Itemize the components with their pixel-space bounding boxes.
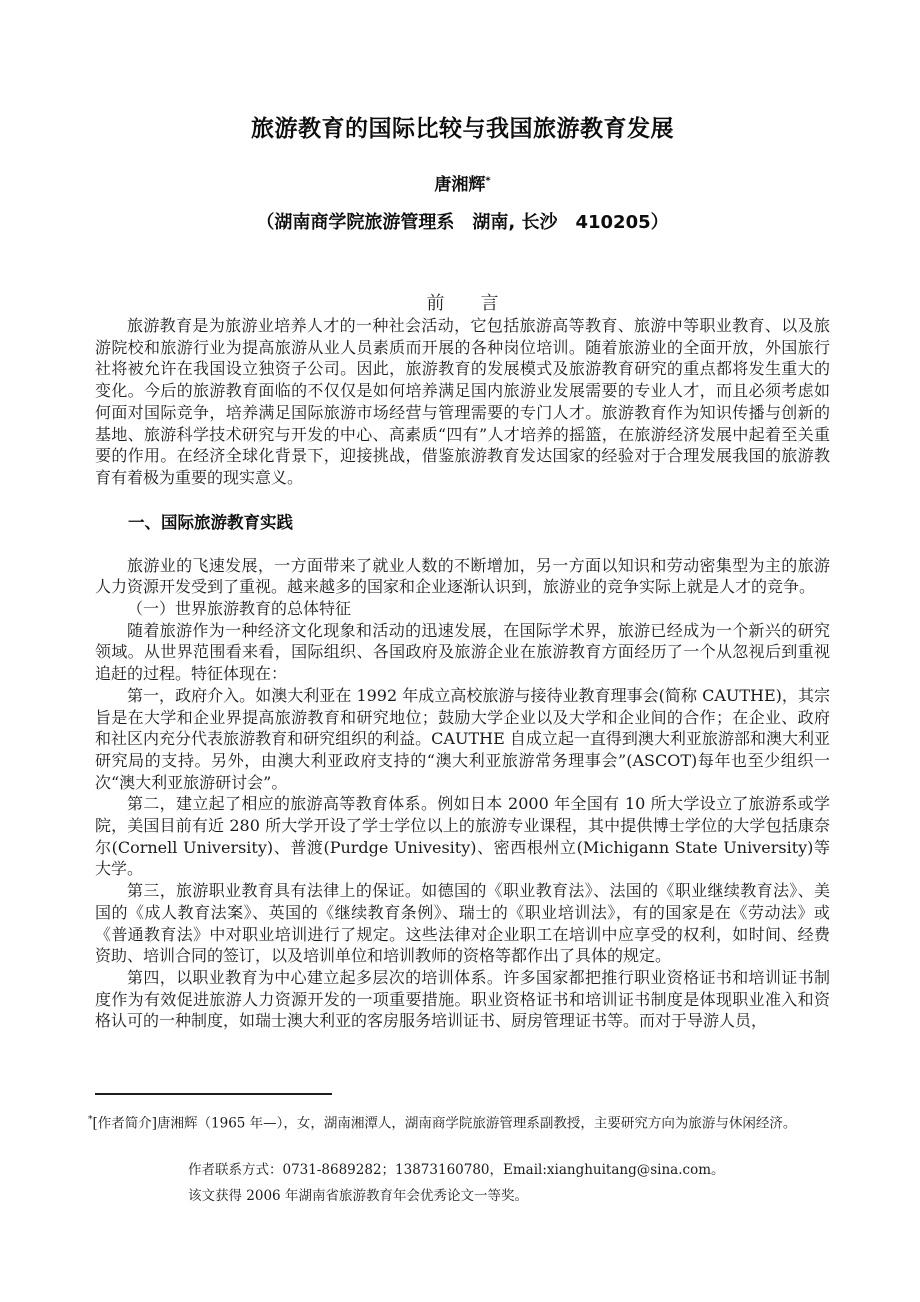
footnote-award: 该文获得 2006 年湖南省旅游教育年会优秀论文一等奖。 — [188, 1187, 528, 1204]
footnote-block — [88, 1093, 843, 1205]
author-footnote-marker: * — [485, 175, 491, 187]
section-one-heading: 一、国际旅游教育实践 — [128, 512, 293, 532]
affiliation-line: （湖南商学院旅游管理系 湖南, 长沙 410205） — [256, 212, 669, 233]
paragraph: 第四，以职业教育为中心建立起多层次的培训体系。许多国家都把推行职业资格证书和培训证书制度作为有效促进旅游人力资源开发的一项重要措施。职业资格证书和培训证书制度是体现职业准入和资格认可的一种制度，如瑞士澳大利亚的客房服务培训证书、厨房管理证书等。而对于导游人员， — [95, 967, 830, 1031]
document-body — [95, 0, 830, 1032]
subsection-heading: （一）世界旅游教育的总体特征 — [127, 599, 352, 619]
footnote-contact: 作者联系方式：0731-8689282；13873160780，Email:xianghuitang@sina.com。 — [188, 1161, 725, 1178]
paragraph: 第一，政府介入。如澳大利亚在 1992 年成立高校旅游与接待业教育理事会(简称 CAUTHE)，其宗旨是在大学和企业界提高旅游教育和研究地位；鼓励大学企业以及大学和企业间的合作；在企业、政府和社区内充分代表旅游教育和研究组织的利益。CAUTHE 自成立起一直得到澳大利亚旅游部和澳大利亚研究局的支持。另外，由澳大利亚政府支持的“澳大利亚旅游常务理事会”(ASCOT)每年也至少组织一次“澳大利亚旅游研讨会”。 — [95, 685, 830, 792]
author-line — [95, 170, 830, 195]
footnote-marker: * — [88, 1115, 93, 1125]
foreword-heading: 前 言 — [426, 293, 499, 314]
paragraph: 第二，建立起了相应的旅游高等教育体系。例如日本 2000 年全国有 10 所大学设立了旅游系或学院，美国目前有近 280 所大学开设了学士学位以上的旅游专业课程，其中提供博士学位的大学包括康奈尔(Cornell University)、普渡(Purdge Univesity)、密西根州立(Michigann State University)等大学。 — [95, 794, 830, 879]
foreword-paragraph: 旅游教育是为旅游业培养人才的一种社会活动，它包括旅游高等教育、旅游中等职业教育、以及旅游院校和旅游行业为提高旅游从业人员素质而开展的各种岗位培训。随着旅游业的全面开放，外国旅行社将被允许在我国设立独资子公司。因此，旅游教育的发展模式及旅游教育研究的重点都将发生重大的变化。今后的旅游教育面临的不仅仅是如何培养满足国内旅游业发展需要的专业人才，而且必须考虑如何面对国际竞争，培养满足国际旅游市场经营与管理需要的专门人才。旅游教育作为知识传播与创新的基地、旅游科学技术研究与开发的中心、高素质“四有”人才培养的摇篮，在旅游经济发展中起着至关重要的作用。在经济全球化背景下，迎接挑战，借鉴旅游教育发达国家的经验对于合理发展我国的旅游教育有着极为重要的现实意义。 — [95, 316, 830, 487]
paragraph: 随着旅游作为一种经济文化现象和活动的迅速发展，在国际学术界，旅游已经成为一个新兴的研究领域。从世界范围看来看，国际组织、各国政府及旅游企业在旅游教育方面经历了一个从忽视后到重视追赶的过程。特征体现在： — [95, 620, 830, 684]
paragraph: 旅游业的飞速发展，一方面带来了就业人数的不断增加，另一方面以知识和劳动密集型为主的旅游人力资源开发受到了重视。越来越多的国家和企业逐渐认识到，旅游业的竞争实际上就是人才的竞争。 — [95, 555, 830, 597]
paragraph: 第三，旅游职业教育具有法律上的保证。如德国的《职业教育法》、法国的《职业继续教育法》、美国的《成人教育法案》、英国的《继续教育条例》、瑞士的《职业培训法》，有的国家是在《劳动法》或《普通教育法》中对职业培训进行了规定。这些法律对企业职工在培训中应享受的权利，如时间、经费资助、培训合同的签订，以及培训单位和培训教师的资格等都作出了具体的规定。 — [95, 881, 830, 966]
article-title: 旅游教育的国际比较与我国旅游教育发展 — [251, 116, 674, 142]
footnote-author-bio — [88, 1111, 843, 1133]
footnote-bio-text: [作者简介]唐湘辉（1965 年—），女，湖南湘潭人，湖南商学院旅游管理系副教授，主要研究方向为旅游与休闲经济。 — [92, 1115, 797, 1132]
footnote-separator-rule — [95, 1093, 332, 1095]
author-name: 唐湘辉 — [434, 175, 486, 195]
